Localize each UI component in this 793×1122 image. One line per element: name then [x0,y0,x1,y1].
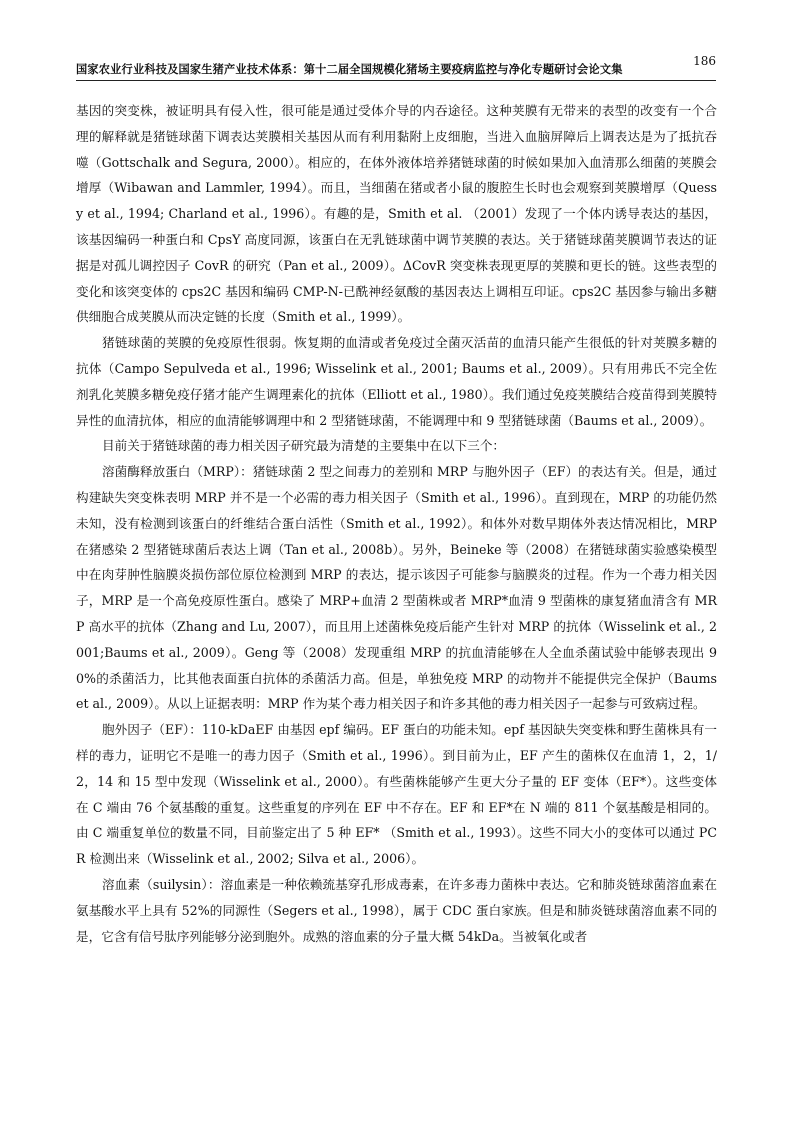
paragraph-ef: 胞外因子（EF）：110-kDaEF 由基因 epf 编码。EF 蛋白的功能未知。epf 基因缺失突变株和野生菌株具有一样的毒力，证明它不是唯一的毒力因子（Smith et al., 1996）。到目前为止，EF 产生的菌株仅在血清 1，2，1/2，14 和 15 型中发现（Wisselink et al., 2000）。有些菌株能够产生更大分子量的 EF 变体（EF*）。这些变体在 C 端由 76 个氨基酸的重复。这些重复的序列在 EF 中不存在。EF 和 EF*在 N 端的 811 个氨基酸是相同的。由 C 端重复单位的数量不同，目前鉴定出了 5 种 EF* （Smith et al., 1993）。这些不同大小的变体可以通过 PCR 检测出来（Wisselink et al., 2002; Silva et al., 2006）。 [76,722,717,867]
running-header [76,54,716,81]
body-text [76,98,717,949]
header-title: 国家农业行业科技及国家生猪产业技术体系：第十二届全国规模化猪场主要疫病监控与净化专题研讨会论文集 [76,63,623,76]
page-number: 186 [693,54,716,68]
paragraph-virulence-factors-intro: 目前关于猪链球菌的毒力相关因子研究最为清楚的主要集中在以下三个： [102,438,505,454]
paragraph-capsule-immunogenicity: 猪链球菌的荚膜的免疫原性很弱。恢复期的血清或者免疫过全菌灭活苗的血清只能产生很低的针对荚膜多糖的抗体（Campo Sepulveda et al., 1996; Wisselink et al., 2001; Baums et al., 2009）。只有用弗氏不完全佐剂乳化荚膜多糖免疫仔猪才能产生调理素化的抗体（Elliott et al., 1980）。我们通过免疫荚膜结合疫苗得到荚膜特异性的血清抗体，相应的血清能够调理中和 2 型猪链球菌，不能调理中和 9 型猪链球菌（Baums et al., 2009）。 [76,335,717,428]
paragraph-mrp: 溶菌酶释放蛋白（MRP）：猪链球菌 2 型之间毒力的差别和 MRP 与胞外因子（EF）的表达有关。但是，通过构建缺失突变株表明 MRP 并不是一个必需的毒力相关因子（Smith et al., 1996）。直到现在，MRP 的功能仍然未知，没有检测到该蛋白的纤维结合蛋白活性（Smith et al., 1992）。和体外对数早期体外表达情况相比，MRP 在猪感染 2 型猪链球菌后表达上调（Tan et al., 2008b）。另外，Beineke 等（2008）在猪链球菌实验感染模型中在肉芽肿性脑膜炎损伤部位原位检测到 MRP 的表达，提示该因子可能参与脑膜炎的过程。作为一个毒力相关因子，MRP 是一个高免疫原性蛋白。感染了 MRP+血清 2 型菌株或者 MRP*血清 9 型菌株的康复猪血清含有 MRP 高水平的抗体（Zhang and Lu, 2007），而且用上述菌株免疫后能产生针对 MRP 的抗体（Wisselink et al., 2001;Baums et al., 2009）。Geng 等（2008）发现重组 MRP 的抗血清能够在人全血杀菌试验中能够表现出 90%的杀菌活力，比其他表面蛋白抗体的杀菌活力高。但是，单独免疫 MRP 的动物并不能提供完全保护（Baums et al., 2009）。从以上证据表明：MRP 作为某个毒力相关因子和许多其他的毒力相关因子一起参与可致病过程。 [76,464,717,712]
paragraph-capsule-regulation: 基因的突变株，被证明具有侵入性，很可能是通过受体介导的内吞途径。这种荚膜有无带来的表型的改变有一个合理的解释就是猪链球菌下调表达荚膜相关基因从而有利用黏附上皮细胞，当进入血脑屏障后上调表达是为了抵抗吞噬（Gottschalk and Segura, 2000）。相应的，在体外液体培养猪链球菌的时候如果加入血清那么细菌的荚膜会增厚（Wibawan and Lammler, 1994）。而且，当细菌在猪或者小鼠的腹腔生长时也会观察到荚膜增厚（Quessy et al., 1994; Charland et al., 1996）。有趣的是，Smith et al. （2001）发现了一个体内诱导表达的基因，该基因编码一种蛋白和 CpsY 高度同源，该蛋白在无乳链球菌中调节荚膜的表达。关于猪链球菌荚膜调节表达的证据是对孤儿调控因子 CovR 的研究（Pan et al., 2009）。ΔCovR 突变株表现更厚的荚膜和更长的链。这些表型的变化和该突变体的 cps2C 基因和编码 CMP-N-已酰神经氨酸的基因表达上调相互印证。cps2C 基因参与输出多糖供细胞合成荚膜从而决定链的长度（Smith et al., 1999）。 [76,103,717,325]
paragraph-suilysin: 溶血素（suilysin）：溶血素是一种依赖巯基穿孔形成毒素，在许多毒力菌株中表达。它和肺炎链球菌溶血素在氨基酸水平上具有 52%的同源性（Segers et al., 1998），属于 CDC 蛋白家族。但是和肺炎链球菌溶血素不同的是，它含有信号肽序列能够分泌到胞外。成熟的溶血素的分子量大概 54kDa。当被氧化或者 [76,876,717,944]
